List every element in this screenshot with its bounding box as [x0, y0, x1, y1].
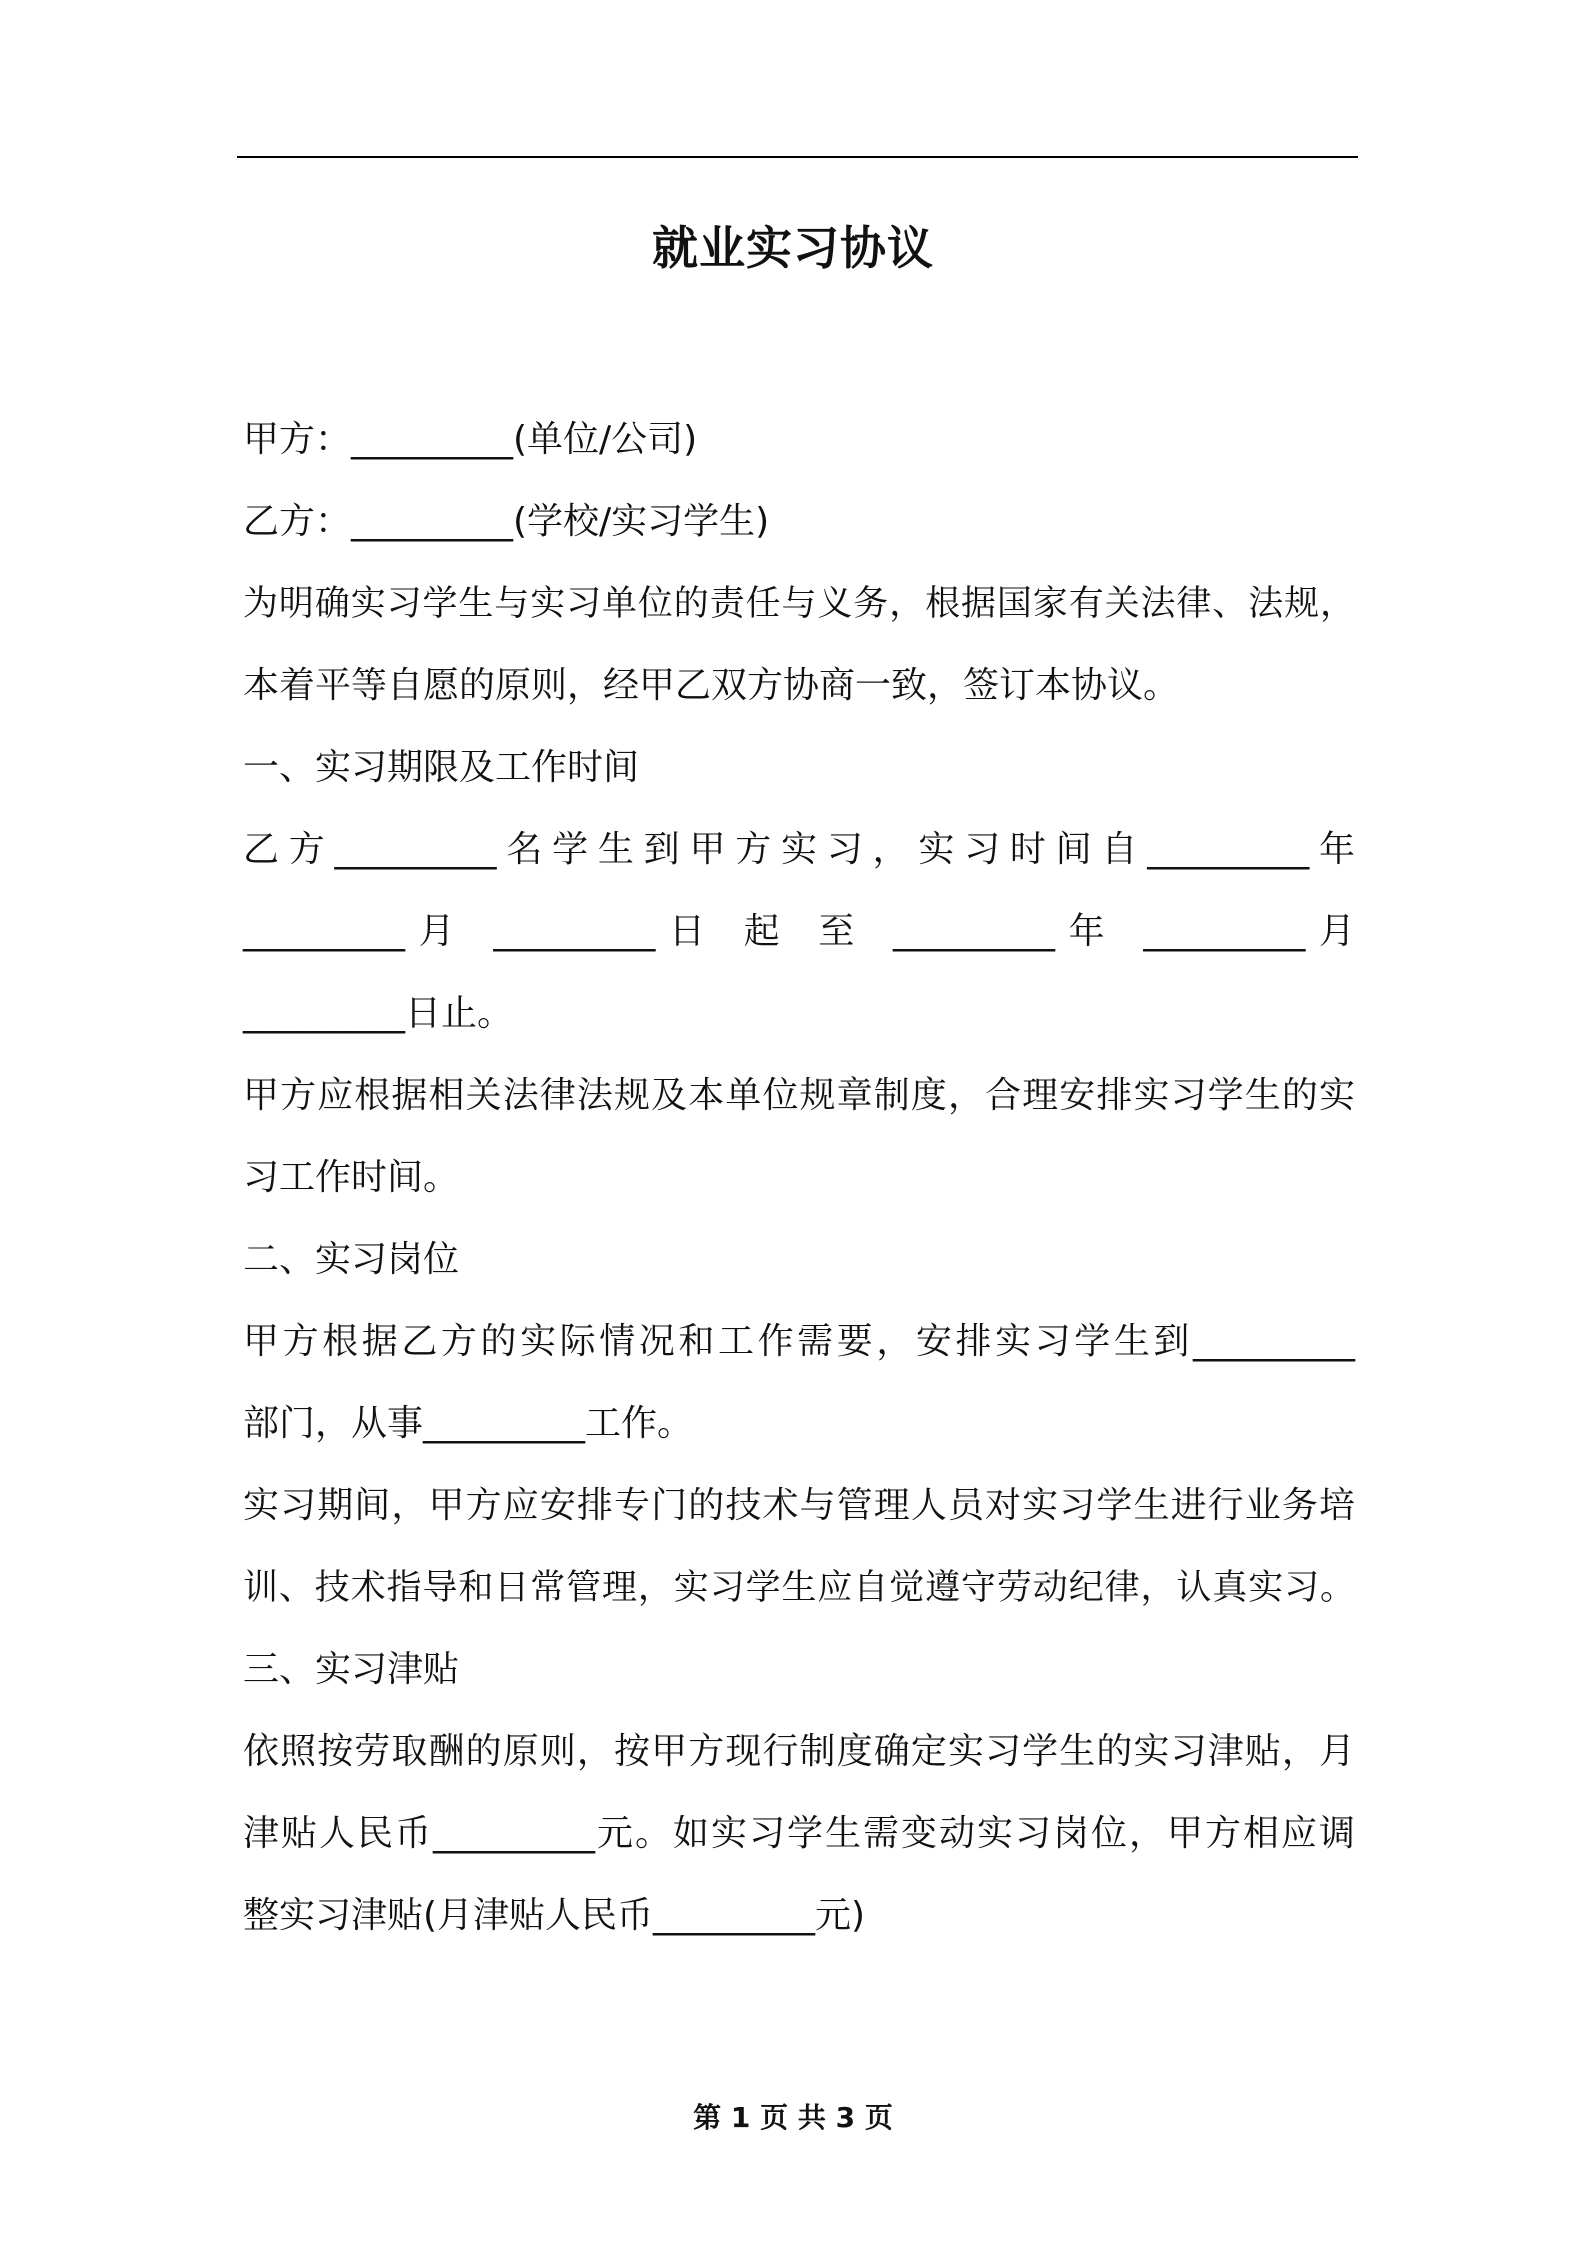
preamble-line-1: 为明确实习学生与实习单位的责任与义务，根据国家有关法律、法规，: [243, 584, 1355, 624]
document-title: 就业实习协议: [652, 221, 934, 275]
position-line-1: 甲方根据乙方的实际情况和工作需要，安排实习学生到_________: [243, 1321, 1355, 1362]
section-heading-1: 一、实习期限及工作时间: [243, 747, 640, 788]
training-line-2: 训、技术指导和日常管理，实习学生应自觉遵守劳动纪律，认真实习。: [243, 1568, 1355, 1608]
position-line-2: 部门，从事_________工作。: [243, 1403, 694, 1444]
work-time-line-2: 习工作时间。: [243, 1157, 460, 1198]
section-heading-3: 三、实习津贴: [243, 1649, 460, 1690]
allowance-line-1: 依照按劳取酬的原则，按甲方现行制度确定实习学生的实习津贴，月: [243, 1731, 1355, 1772]
section-heading-2: 二、实习岗位: [243, 1239, 460, 1280]
allowance-line-3: 整实习津贴(月津贴人民币_________元): [243, 1895, 866, 1936]
training-line-1: 实习期间，甲方应安排专门的技术与管理人员对实习学生进行业务培: [243, 1485, 1355, 1526]
internship-period-line-1: 乙方_________名学生到甲方实习，实习时间自_________年: [243, 829, 1355, 870]
header-rule: [237, 156, 1358, 158]
party-b-line: 乙方：_________(学校/实习学生): [243, 501, 770, 542]
internship-period-line-3: _________日止。: [243, 993, 514, 1034]
preamble-line-2: 本着平等自愿的原则，经甲乙双方协商一致，签订本协议。: [243, 665, 1180, 706]
page-number: 第 1 页 共 3 页: [693, 2101, 893, 2134]
party-a-line: 甲方：_________(单位/公司): [243, 419, 698, 460]
internship-period-line-2: _________月 _________日 起 至 _________年 _________月: [243, 911, 1355, 952]
allowance-line-2: 津贴人民币_________元。如实习学生需变动实习岗位，甲方相应调: [243, 1813, 1355, 1854]
work-time-line-1: 甲方应根据相关法律法规及本单位规章制度，合理安排实习学生的实: [243, 1075, 1355, 1116]
